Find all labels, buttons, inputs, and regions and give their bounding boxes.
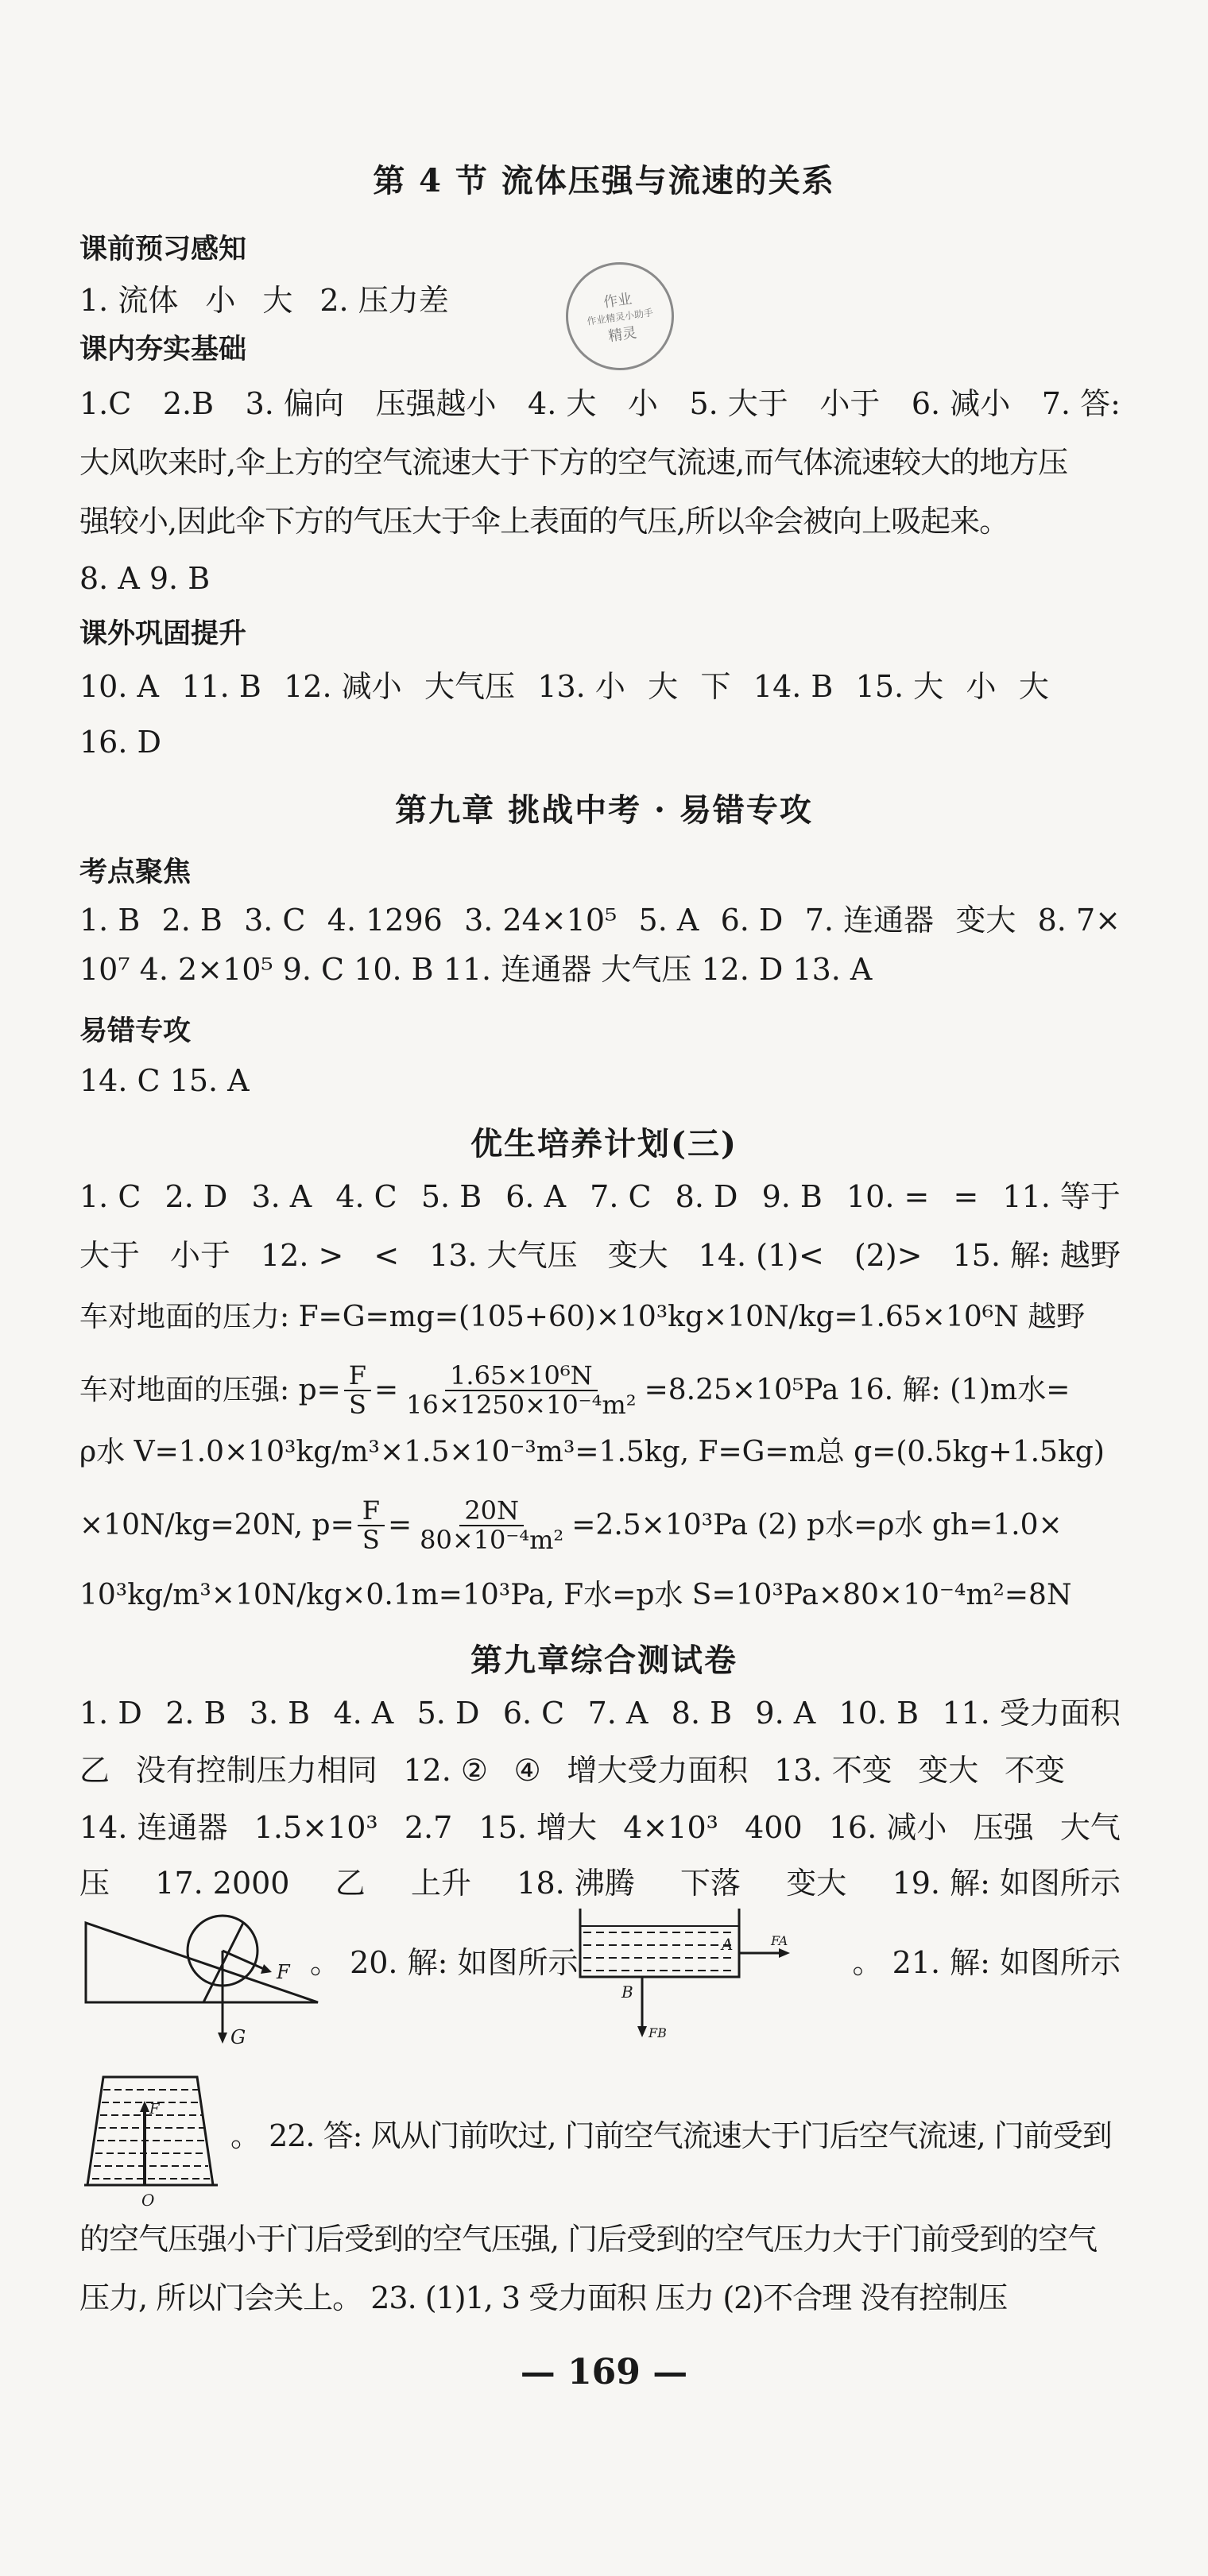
answer-item: 11. 等于: [1002, 1179, 1121, 1214]
answer-item: 8. B: [671, 1696, 733, 1731]
pre-study-answers: [79, 278, 449, 323]
answer-item: 1. C: [79, 1179, 141, 1214]
plan-line-2: [79, 1233, 1121, 1278]
fraction: [358, 1497, 385, 1554]
answer-item: 2.B: [162, 386, 215, 421]
stamp-text: 作业: [602, 290, 633, 311]
answer-item: 6. D: [720, 903, 784, 938]
answer-item: (2)>: [854, 1238, 923, 1273]
fraction-denominator: 16×1250×10⁻⁴m²: [406, 1390, 637, 1420]
answer-item: 7. 连通器: [804, 903, 935, 938]
answer-item: 2. 压力差: [319, 283, 449, 318]
answer-item: 不变: [1004, 1753, 1065, 1788]
answer-item: 3. A: [251, 1179, 312, 1214]
answer-item: ④: [513, 1753, 541, 1788]
after-class-line-2: 16. D: [79, 725, 161, 760]
page-number: — 169 —: [520, 2352, 688, 2392]
answer-item: 5. 大于: [689, 386, 788, 421]
test-line-1: [79, 1691, 1121, 1735]
answer-item: 变大: [607, 1238, 668, 1273]
error-prone-label: 易错专攻: [79, 1015, 192, 1047]
answer-item: 12. ②: [403, 1753, 488, 1788]
answer-item: 3. 24×10⁵: [464, 903, 618, 938]
formula-text: =: [387, 1509, 412, 1541]
fig20-caption: 。 20. 解: 如图所示: [310, 1945, 579, 1980]
test-line-24: 压力, 所以门会关上。 23. (1)1, 3 受力面积 压力 (2)不合理 没有控制压: [79, 2280, 1008, 2315]
test-line-3: [79, 1805, 1121, 1850]
answer-item: 乙: [79, 1753, 110, 1788]
formula-text: =8.25×10⁵Pa 16. 解: (1)m水=: [644, 1374, 1071, 1406]
plan-line-7: 10³kg/m³×10N/kg×0.1m=10³Pa, F水=p水 S=10³Pa×80×10⁻⁴m²=8N: [79, 1579, 1072, 1611]
answer-item: 2.7: [404, 1810, 453, 1845]
in-class-line-3: 强较小,因此伞下方的气压大于伞上表面的气压,所以伞会被向上吸起来。: [79, 504, 1009, 539]
answer-item: 14. B: [753, 669, 834, 704]
answer-item: 增大受力面积: [567, 1753, 749, 1788]
answer-item: 小: [627, 386, 658, 421]
point-label-B: B: [621, 1982, 633, 2002]
answer-item: 9. B: [761, 1179, 823, 1214]
stamp-text: 精灵: [606, 323, 638, 345]
answer-item: 小于: [170, 1238, 231, 1273]
answer-item: 小于: [819, 386, 881, 421]
formula-text: =: [374, 1374, 399, 1406]
figure-19-incline: [79, 1891, 334, 2053]
answer-item: 3. C: [244, 903, 306, 938]
answer-item: <: [374, 1238, 400, 1273]
answer-item: 8. 7×: [1037, 903, 1121, 938]
figure-21-vessel: [79, 2066, 223, 2212]
answer-item: 4. C: [335, 1179, 397, 1214]
key-points-line-2: 10⁷ 4. 2×10⁵ 9. C 10. B 11. 连通器 大气压 12. D 13. A: [79, 952, 873, 987]
answer-item: 大: [1018, 669, 1049, 704]
stamp-text: 作业精灵小助手: [586, 306, 654, 327]
key-points-line-1: [79, 898, 1121, 942]
answer-item: 7. 答:: [1041, 386, 1121, 421]
answer-item: 13. 小: [537, 669, 625, 704]
test-line-22: 。 22. 答: 风从门前吹过, 门前空气流速大于门后空气流速, 门前受到: [230, 2118, 1112, 2153]
answer-item: 下落: [680, 1866, 741, 1901]
in-class-line-4: 8. A 9. B: [79, 561, 211, 596]
answer-item: 12. >: [261, 1238, 344, 1273]
answer-item: 10. B: [838, 1696, 919, 1731]
test-line-2: [79, 1748, 1065, 1793]
answer-item: 2. D: [165, 1179, 228, 1214]
figure-19-svg: [79, 1891, 334, 2050]
fraction-denominator: S: [348, 1390, 366, 1420]
formula-text: 车对地面的压强: p=: [79, 1374, 341, 1406]
answer-item: 1.5×10³: [254, 1810, 378, 1845]
answer-item: 小: [966, 669, 997, 704]
answer-item: 11. 受力面积: [942, 1696, 1121, 1731]
answer-item: 10. A: [79, 669, 159, 704]
fig21-caption: 。 21. 解: 如图所示: [852, 1945, 1121, 1980]
fraction-numerator: 1.65×10⁶N: [445, 1362, 598, 1391]
answer-item: 4. 大: [528, 386, 597, 421]
answer-item: 大于: [79, 1238, 141, 1273]
after-class-line-1: [79, 664, 1049, 709]
answer-item: 乙: [335, 1866, 366, 1901]
answer-item: 6. 减小: [911, 386, 1011, 421]
answer-item: 大气: [1059, 1810, 1121, 1845]
answer-item: 10. =: [846, 1179, 930, 1214]
watermark-stamp: [559, 255, 681, 377]
answer-item: 5. A: [638, 903, 699, 938]
answer-item: 变大: [955, 903, 1016, 938]
fraction-denominator: S: [362, 1525, 380, 1555]
plan-line-1: [79, 1174, 1121, 1219]
force-label-G: G: [230, 2026, 246, 2048]
fraction-denominator: 80×10⁻⁴m²: [420, 1525, 564, 1555]
answer-item: 下: [700, 669, 731, 704]
answer-item: 小: [205, 283, 236, 318]
plan-line-3: 车对地面的压力: F=G=mg=(105+60)×10³kg×10N/kg=1.65×10⁶N 越野: [79, 1301, 1086, 1333]
answer-item: 4. A: [333, 1696, 394, 1731]
plan-line-5: ρ水 V=1.0×10³kg/m³×1.5×10⁻³m³=1.5kg, F=G=m总 g=(0.5kg+1.5kg): [79, 1436, 1105, 1468]
answer-item: =: [953, 1179, 979, 1214]
fraction-numerator: 20N: [459, 1497, 524, 1526]
figure-20-svg: [556, 1901, 795, 2044]
in-class-line-2: 大风吹来时,伞上方的空气流速大于下方的空气流速,而气体流速较大的地方压: [79, 445, 1068, 480]
answer-item: 上升: [411, 1866, 472, 1901]
fraction-numerator: F: [344, 1362, 371, 1391]
answer-item: 1. B: [79, 903, 141, 938]
answer-item: 2. B: [161, 903, 223, 938]
figure-20-container: [556, 1901, 795, 2047]
section-title-fluid-pressure: 第 4 节 流体压强与流速的关系: [373, 162, 835, 199]
section-title-chapter9-challenge: 第九章 挑战中考 · 易错专攻: [395, 791, 813, 829]
formula-text: ×10N/kg=20N, p=: [79, 1509, 354, 1541]
answer-item: 3. 偏向: [245, 386, 344, 421]
answer-item: 1.C: [79, 386, 132, 421]
answer-item: 7. C: [590, 1179, 652, 1214]
answer-item: 7. A: [587, 1696, 649, 1731]
plan-line-6: [79, 1486, 1121, 1565]
point-label-O: O: [141, 2191, 155, 2209]
answer-item: 12. 减小: [284, 669, 402, 704]
force-label-FB: FB: [649, 2025, 667, 2040]
force-label-F: F: [277, 1961, 290, 1983]
after-class-label: 课外巩固提升: [79, 618, 247, 650]
answer-item: 15. 解: 越野: [952, 1238, 1121, 1273]
force-label-F: F: [149, 2101, 160, 2118]
force-label-FA: FA: [771, 1933, 788, 1948]
answer-item: 11. B: [181, 669, 261, 704]
point-label-A: A: [722, 1935, 734, 1954]
formula-text: =2.5×10³Pa (2) p水=ρ水 gh=1.0×: [571, 1509, 1063, 1541]
answer-item: 16. 减小: [828, 1810, 947, 1845]
answer-item: 没有控制压力相同: [135, 1753, 378, 1788]
answer-item: 6. A: [505, 1179, 567, 1214]
in-class-label: 课内夯实基础: [79, 334, 247, 366]
answer-item: 15. 增大: [478, 1810, 598, 1845]
answer-item: 1. 流体: [79, 283, 179, 318]
answer-item: 9. A: [755, 1696, 816, 1731]
answer-item: 13. 不变: [774, 1753, 892, 1788]
answer-item: 压强: [973, 1810, 1034, 1845]
answer-item: 大: [262, 283, 293, 318]
fraction-numerator: F: [358, 1497, 385, 1526]
answer-item: 14. 连通器: [79, 1810, 228, 1845]
error-prone-line-1: 14. C 15. A: [79, 1063, 250, 1098]
answer-item: 2. B: [165, 1696, 226, 1731]
answer-item: 压强越小: [375, 386, 497, 421]
answer-item: 5. B: [420, 1179, 482, 1214]
answer-item: 4. 1296: [327, 903, 443, 938]
fraction: [415, 1497, 568, 1554]
section-title-excellent-plan: 优生培养计划(三): [470, 1125, 738, 1162]
answer-item: 变大: [786, 1866, 847, 1901]
figure-21-svg: [79, 2066, 223, 2209]
answer-item: 4×10³: [623, 1810, 718, 1845]
pre-study-label: 课前预习感知: [79, 234, 247, 265]
answer-item: 13. 大气压: [429, 1238, 578, 1273]
answer-item: 6. C: [502, 1696, 565, 1731]
key-points-label: 考点聚焦: [79, 857, 192, 888]
answer-item: 15. 大: [855, 669, 944, 704]
answer-item: 变大: [918, 1753, 979, 1788]
section-title-chapter9-test: 第九章综合测试卷: [470, 1642, 738, 1679]
answer-item: 18. 沸腾: [517, 1866, 635, 1901]
answer-item: 400: [745, 1810, 803, 1845]
answer-item: 3. B: [249, 1696, 311, 1731]
answer-item: 5. D: [416, 1696, 480, 1731]
answer-item: 大气压: [424, 669, 515, 704]
answer-item: 14. (1)<: [698, 1238, 824, 1273]
answer-item: 19. 解: 如图所示: [892, 1866, 1121, 1901]
test-line-23: 的空气压强小于门后受到的空气压强, 门后受到的空气压力大于门前受到的空气: [79, 2222, 1098, 2257]
answer-item: 压: [79, 1866, 110, 1901]
fraction: [344, 1362, 371, 1419]
in-class-line-1: [79, 381, 1121, 426]
answer-item: 8. D: [675, 1179, 738, 1214]
answer-item: 大: [648, 669, 679, 704]
answer-item: 1. D: [79, 1696, 142, 1731]
answer-item: 17. 2000: [155, 1866, 290, 1901]
fraction: [401, 1362, 641, 1419]
plan-line-4: [79, 1351, 1121, 1430]
